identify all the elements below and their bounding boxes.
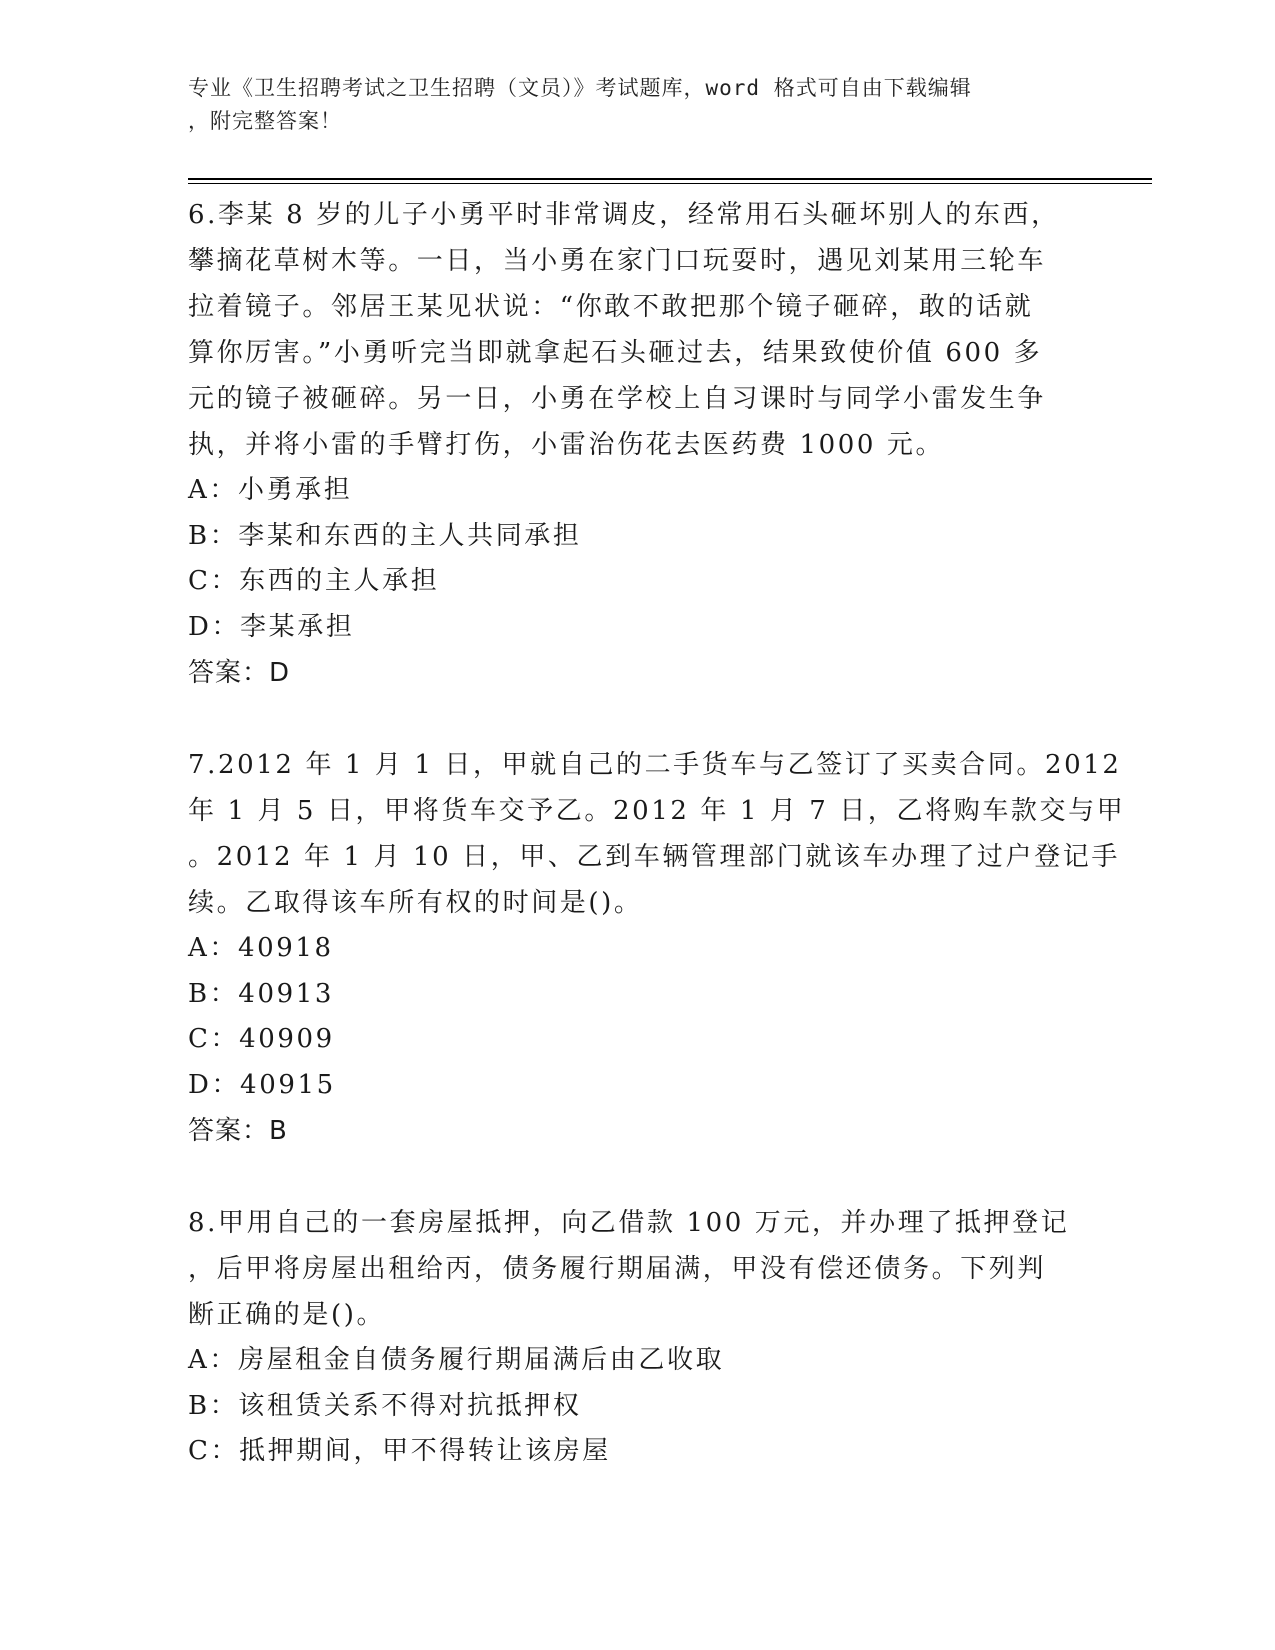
question-text-line: 续。乙取得该车所有权的时间是()。: [188, 888, 643, 918]
answer-line: 答案：B: [188, 1116, 288, 1146]
header-line: 专业《卫生招聘考试之卫生招聘（文员）》考试题库，word 格式可自由下载编辑: [188, 76, 972, 100]
question-text-line: 年 1 月 5 日，甲将货车交予乙。2012 年 1 月 7 日，乙将购车款交与甲: [188, 796, 1126, 826]
question-text-line: 执，并将小雷的手臂打伤，小雷治伤花去医药费 1000 元。: [188, 430, 945, 460]
header-line: ，附完整答案！: [188, 109, 342, 133]
question-text-line: 攀摘花草树木等。一日，当小勇在家门口玩耍时，遇见刘某用三轮车: [188, 246, 1047, 276]
option-b: B：40913: [188, 978, 335, 1009]
option-d: D：李某承担: [188, 611, 355, 642]
document-header: [188, 72, 1068, 138]
header-rule-thick: [188, 178, 1152, 180]
question-text-line: 元的镜子被砸碎。另一日，小勇在学校上自习课时与同学小雷发生争: [188, 384, 1047, 414]
question-text-line: 拉着镜子。邻居王某见状说：“你敢不敢把那个镜子砸碎，敢的话就: [188, 292, 1034, 322]
answer-line: 答案：D: [188, 658, 291, 688]
question-text-line: 算你厉害。”小勇听完当即就拿起石头砸过去，结果致使价值 600 多: [188, 338, 1043, 368]
option-c: C：抵押期间，甲不得转让该房屋: [188, 1436, 611, 1466]
option-b: B：该租赁关系不得对抗抵押权: [188, 1390, 582, 1421]
question-7: [188, 742, 1126, 1154]
question-6: [188, 192, 1088, 696]
option-a: A：40918: [188, 933, 334, 963]
option-a: A：房屋租金自债务履行期届满后由乙收取: [188, 1345, 725, 1375]
question-text-line: 7.2012 年 1 月 1 日，甲就自己的二手货车与乙签订了买卖合同。2012: [188, 750, 1122, 780]
question-text-line: 6.李某 8 岁的儿子小勇平时非常调皮，经常用石头砸坏别人的东西，: [188, 200, 1060, 230]
question-8: [188, 1200, 1088, 1475]
option-c: C：40909: [188, 1024, 335, 1054]
option-d: D：40915: [188, 1069, 336, 1100]
question-text-line: 8.甲用自己的一套房屋抵押，向乙借款 100 万元，并办理了抵押登记: [188, 1208, 1070, 1238]
question-list: [188, 192, 1126, 1521]
option-b: B：李某和东西的主人共同承担: [188, 520, 582, 551]
header-rule-thin: [188, 183, 1152, 184]
question-text-line: ，后甲将房屋出租给丙，债务履行期届满，甲没有偿还债务。下列判: [188, 1254, 1047, 1284]
question-text-line: 断正确的是()。: [188, 1300, 386, 1330]
option-c: C：东西的主人承担: [188, 566, 440, 596]
question-text-line: 。2012 年 1 月 10 日，甲、乙到车辆管理部门就该车办理了过户登记手: [188, 842, 1120, 872]
option-a: A：小勇承担: [188, 475, 353, 505]
